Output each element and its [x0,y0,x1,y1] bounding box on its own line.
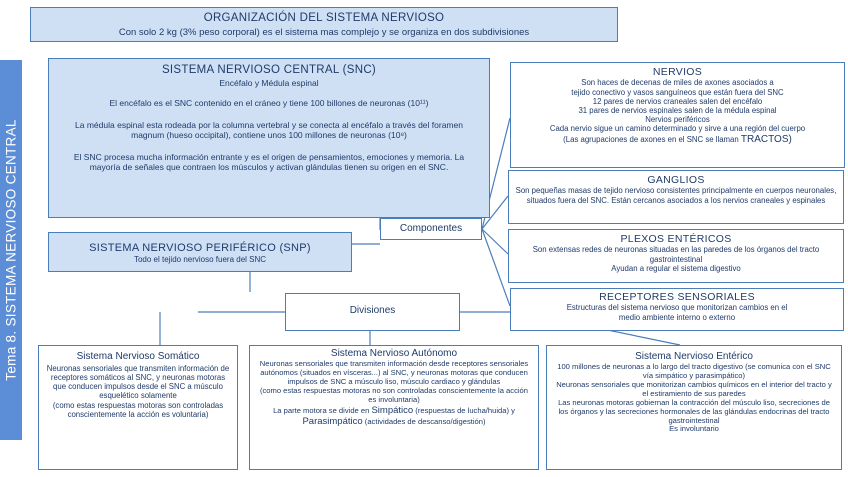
plexos-title: PLEXOS ENTÉRICOS [620,233,732,245]
nervios-box [510,62,845,168]
somatico-box [38,345,238,470]
receptores-box [510,288,844,331]
nervios-note-text: (Las agrupaciones de axones en el SNC se llaman [563,134,739,144]
componentes-box [380,218,482,240]
snp-subtitle: Todo el tejido nervioso fuera del SNC [133,254,267,264]
divisiones-box [285,293,460,331]
enterico-text-3: Las neuronas motoras gobiernan la contracción del músculo liso, secreciones de los órganos y las secreciones hormonales de las glándulas endocrinas del tracto gastrointestinal [558,397,830,425]
snc-paragraph-1: El encéfalo es el SNC contenido en el cráneo y tiene 100 billones de neuronas (10¹¹) [109,97,429,108]
nervios-line-1: Son haces de decenas de miles de axones asociados a [581,78,774,88]
nervios-title: NERVIOS [652,66,703,78]
plexos-box [508,229,844,283]
sidebar-label: Tema 8. SISTEMA NERVIOSO CENTRAL [3,119,19,381]
enterico-text-4: Es involuntario [669,424,719,434]
ganglios-title: GANGLIOS [647,174,705,186]
receptores-text: Estructuras del sistema nervioso que monitorizan cambios en el medio ambiente interno o externo [566,303,788,322]
enterico-box [546,345,842,470]
snp-title: SISTEMA NERVIOSO PERIFÉRICO (SNP) [89,242,311,254]
nervios-line-6: Cada nervio sigue un camino determinado y sirve a una región del cuerpo [549,124,806,134]
header-box [30,7,618,42]
nervios-line-3: 12 pares de nervios craneales salen del encéfalo [592,96,763,106]
autonomo-text: Neuronas sensoriales que transmiten información desde receptores sensoriales autónomos (situados en vísceras...) al SNC, y neuronas motoras que conducen impulsos de SNC a músculo liso, músculo cardiaco y glándulas [259,358,529,386]
plexos-text: Son extensas redes de neuronas situadas en las paredes de los órganos del tracto gastrointestinal [532,245,820,264]
enterico-title: Sistema Nervioso Entérico [635,351,753,362]
somatico-text-2: (como estas respuestas motoras son controladas conscientemente la acción es voluntaria) [52,400,224,419]
enterico-text: 100 millones de neuronas a lo largo del tracto digestivo (se comunica con el SNC vía simpático y parasimpático) [557,361,831,380]
plexos-text-2: Ayudan a regular el sistema digestivo [611,263,741,273]
nervios-line-4: 31 pares de nervios espinales salen de la médula espinal [578,105,777,115]
line-componentes-receptores [482,229,510,306]
autonomo-motor-division [255,405,533,427]
divisiones-label: Divisiones [349,305,396,316]
snc-subtitle: Encéfalo y Médula espinal [219,77,319,88]
ganglios-box [508,170,844,224]
somatico-title: Sistema Nervioso Somático [76,351,200,362]
autonomo-title: Sistema Nervioso Autónomo [330,348,458,359]
componentes-label: Componentes [399,223,463,234]
somatico-text: Neuronas sensoriales que transmiten información de receptores somáticos al SNC, y neuronas motoras que conducen impulsos desde el SNC a músculo esquelético solamente [46,363,230,401]
autonomo-text-2: (como estas respuestas motoras no son controladas conscientemente la acción es involuntaria) [259,385,529,404]
nervios-note-tractos: TRACTOS) [740,133,792,145]
ganglios-text: Son pequeñas masas de tejido nervioso consistentes principalmente en cuerpos neuronales, situados fuera del SNC. Están cercanos asociados a los nervios craneales y espinales [515,186,837,205]
autonomo-parasimpatico: Parasimpático [302,415,363,427]
autonomo-text-3: La parte motora se divide en [273,405,370,415]
snc-paragraph-3: El SNC procesa mucha información entrante y es el origen de pensamientos, emociones y memoria. La mayoría de señales que contraen los músculos y activan glándulas tienen su origen en el SNC. [73,151,465,172]
nervios-note [515,134,840,146]
nervios-line-5: Nervios periféricos [645,115,710,125]
header-subtitle: Con solo 2 kg (3% peso corporal) es el sistema mas complejo y se organiza en dos subdivisiones [118,26,530,38]
autonomo-simpatico: Simpático [371,404,414,416]
nervios-line-2: tejido conectivo y vasos sanguíneos que están fuera del SNC [571,87,784,97]
snc-box [48,58,490,218]
receptores-title: RECEPTORES SENSORIALES [599,291,755,303]
header-title: ORGANIZACIÓN DEL SISTEMA NERVIOSO [203,12,445,24]
autonomo-text-5: (actividades de descanso/digestión) [364,416,486,426]
line-componentes-plexos [482,229,508,254]
snc-title: SISTEMA NERVIOSO CENTRAL (SNC) [161,64,377,76]
autonomo-box [249,345,539,470]
autonomo-text-4: (respuestas de lucha/huida) y [415,405,515,415]
snc-paragraph-2: La médula espinal esta rodeada por la columna vertebral y se conecta al encéfalo a través del foramen magnum (hueso occipital), contiene unos 100 millones de neuronas (10⁸) [75,119,463,140]
snp-box [48,232,352,272]
enterico-text-2: Neuronas sensoriales que monitorizan cambios químicos en el interior del tracto y el estiramiento de sus paredes [556,379,832,398]
